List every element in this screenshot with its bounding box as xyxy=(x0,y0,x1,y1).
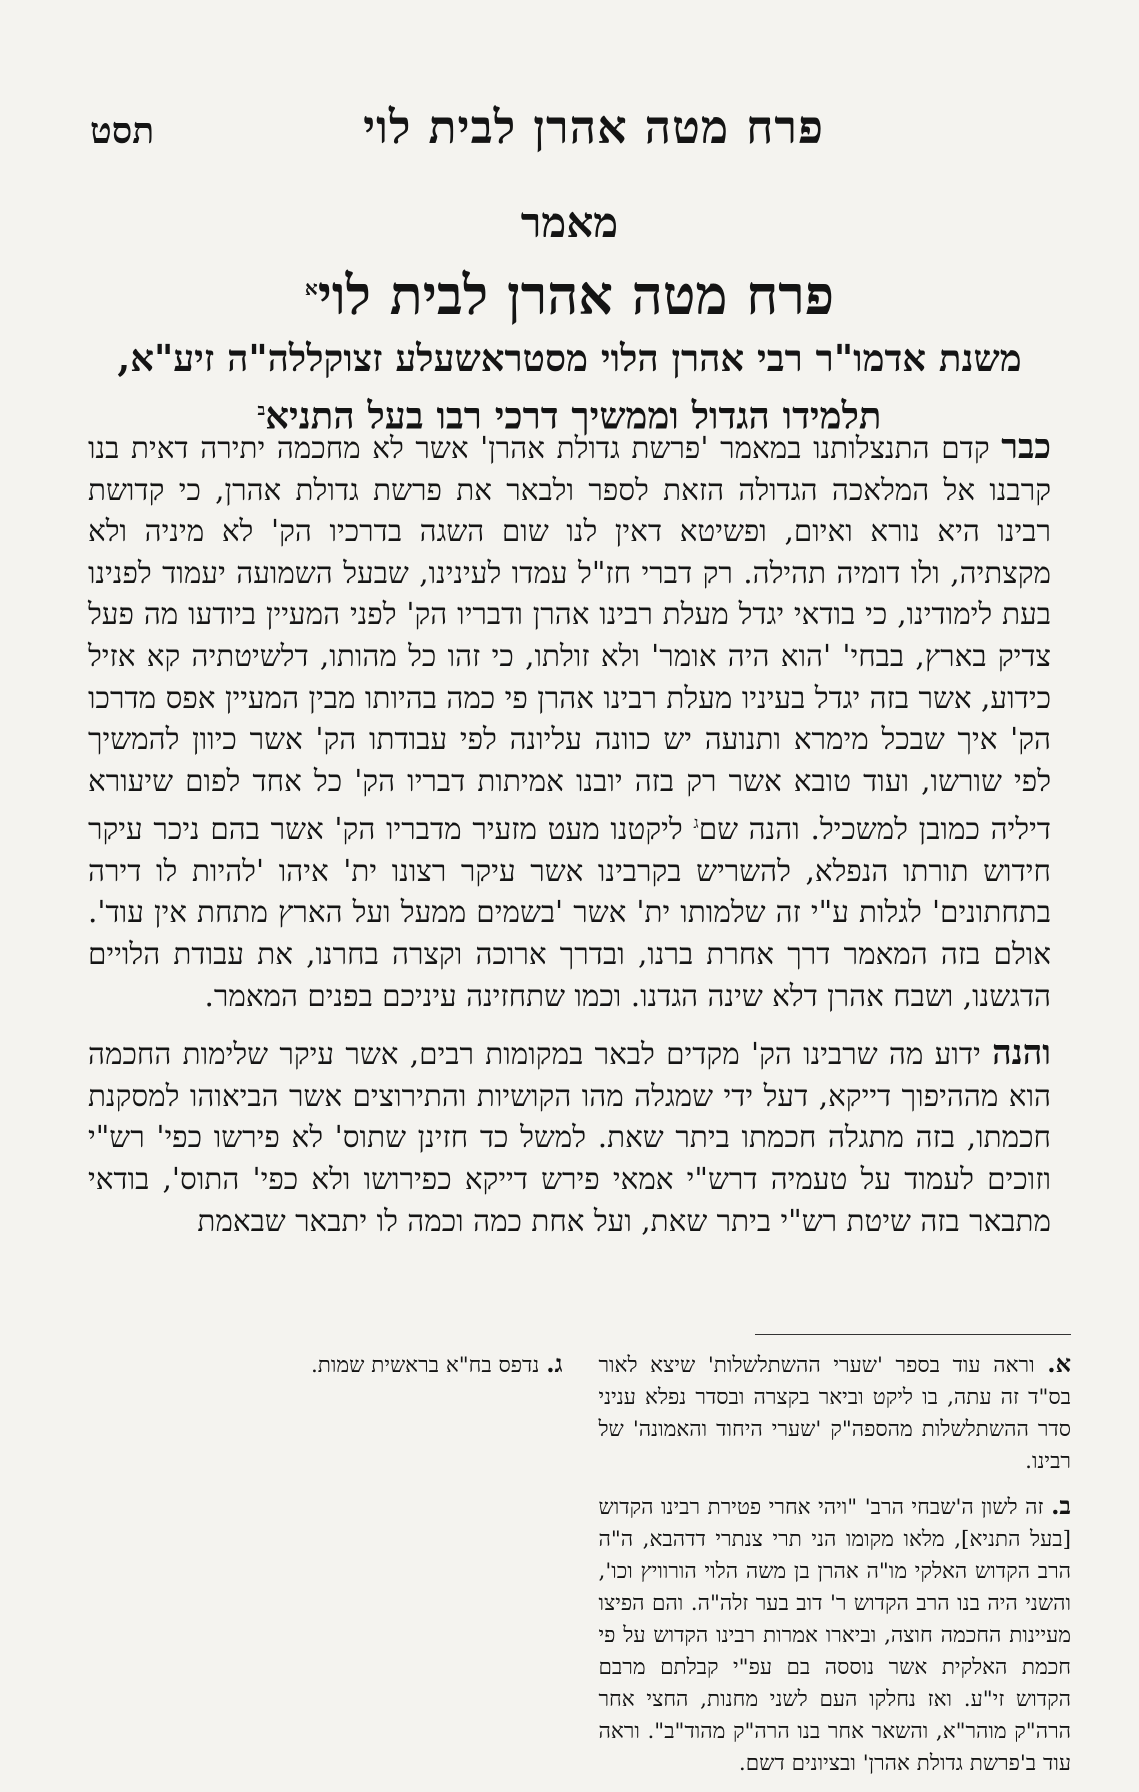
footnote-marker: ב. xyxy=(1051,1491,1071,1520)
page-title xyxy=(85,251,1054,332)
paragraph-1-opening-word: כבר xyxy=(1001,427,1051,467)
main-text xyxy=(88,427,1051,1242)
footnote-text: וראה עוד בספר 'שערי ההשתלשלות' שיצא לאור בס"ד זה עתה, בו ליקט וביאר בקצרה ובסדר נפלא עניני סדר ההשתלשלות מהספה"ק 'שערי היחוד והאמונה' של רבינו. xyxy=(598,1353,1071,1474)
footnote-marker: א. xyxy=(1047,1349,1071,1378)
subtitle-line-2-text: תלמידו הגדול וממשיך דרכי רבו בעל התניא xyxy=(265,393,882,438)
paragraph-1 xyxy=(88,427,1051,1017)
paragraph-2 xyxy=(88,1033,1051,1242)
running-header xyxy=(90,100,989,170)
subtitle-line-1: משנת אדמו"ר רבי אהרן הלוי מסטראשעלע זצוקללה"ה זיע"א, xyxy=(117,336,1022,380)
footnote-column-right xyxy=(599,1348,1072,1792)
footnote-ref-gimel: ג xyxy=(693,813,699,833)
maamar-heading: מאמר xyxy=(520,198,619,247)
footnote-text: זה לשון ה'שבחי הרב' "ויהי אחרי פטירת רבינו הקדוש [בעל התניא], מלאו מקומו הני תרי צנתרי דדהבא, ה"ה הרב הקדוש האלקי מו"ה אהרן בן משה הלוי הורוויץ וכו', והשני היה בנו הרב הקדוש ר' דוב בער זלה"ה. והם הפיצו מעיינות החכמה חוצה, וביארו אמרות רבינו הקדוש על פי חכמת האלקית אשר נוססה בם עפ"י קבלתם מרבם הקדוש זי"ע. ואז נחלקו העם לשני מחנות, החצי אחר הרה"ק מוהר"א, והשאר אחר בנו הרה"ק מהוד"ב". וראה עוד ב'פרשת גדולת אהרן' ובציונים דשם. xyxy=(598,1495,1071,1776)
paragraph-2-opening-word: והנה xyxy=(992,1033,1051,1074)
paragraph-1-text-continued: ליקטנו מעט מזעיר מדבריו הק' אשר בהם ניכר עיקר חידוש תורתו הנפלא, להשריש בקרבינו אשר עיקר רצונו ית' איהו 'להיות לו דירה בתחתונים' לגלות ע"י זה שלמותו ית' אשר 'בשמים ממעל ועל הארץ מתחת אין עוד'. אולם בזה המאמר דרך אחרת ברנו, ובדרך ארוכה וקצרה בחרנו, את עבודת הלויים הדגשנו, ושבח אהרן דלא שינה הגדנו. וכמו שתחזינה עיניכם בפנים המאמר. xyxy=(88,812,1051,1013)
footnote-alef xyxy=(599,1348,1072,1478)
page-number: תסט xyxy=(90,110,155,152)
footnote-text: נדפס בח"א בראשית שמות. xyxy=(310,1353,540,1378)
footnote-ref-bet: ב xyxy=(257,400,266,419)
footnote-gimel xyxy=(90,1348,563,1382)
footnote-divider xyxy=(755,1334,1071,1335)
footnote-bet xyxy=(599,1490,1072,1780)
running-title: פרח מטה אהרן לבית לוי xyxy=(363,100,824,154)
paragraph-2-text: ידוע מה שרבינו הק' מקדים לבאר במקומות רבים, אשר עיקר שלימות החכמה הוא מההיפוך דייקא, דעל ידי שמגלה מהו הקושיות והתירוצים אשר הביאוהו למסקנת חכמתו, בזה מתגלה חכמתו ביתר שאת. למשל כד חזינן שתוס' לא פירשו כפי' רש"י וזוכים לעמוד על טעמיה דרש"י אמאי פירש דייקא כפירושו ולא כפי' התוס', בודאי מתבאר בזה שיטת רש"י ביתר שאת, ועל אחת כמה וכמה לו יתבאר שבאמת xyxy=(88,1037,1051,1238)
footnote-marker: ג. xyxy=(546,1349,563,1378)
footnotes xyxy=(90,1348,1071,1792)
page-title-text: פרח מטה אהרן לבית לוי xyxy=(317,263,835,327)
footnote-ref-alef: א xyxy=(304,276,318,300)
footnote-column-left xyxy=(90,1348,563,1792)
paragraph-1-text: קדם התנצלותנו במאמר 'פרשת גדולת אהרן' אשר לא מחכמה יתירה דאית בנו קרבנו אל המלאכה הגדולה הזאת לספר ולבאר את פרשת גדולת אהרן, כי קדושת רבינו היא נורא ואיום, ופשיטא דאין לנו שום השגה בדרכיו הק' לא מיניה ולא מקצתיה, ולו דומיה תהילה. רק דברי חז"ל עמדו לעינינו, שבעל השמועה יעמוד לפנינו בעת לימודינו, כי בודאי יגדל מעלת רבינו אהרן ודבריו הק' לפני המעיין ביודעו מה פעל צדיק בארץ, בבחי' 'הוא היה אומר' ולא זולתו, כי זהו כל מהותו, דלשיטתיה קא אזיל כידוע, אשר בזה יגדל בעיניו מעלת רבינו אהרן פי כמה בהיותו מבין המעיין אפס מדרכו הק' איך שבכל מימרא ותנועה יש כוונה עליונה לפי עבודתו הק' אשר כיוון להמשיך לפי שורשו, ועוד טובא אשר רק בזה יובנו אמיתות דבריו הק' כל אחד לפום שיעורא דיליה כמובן למשכיל. והנה שם xyxy=(88,431,1051,847)
title-block xyxy=(85,195,1054,441)
